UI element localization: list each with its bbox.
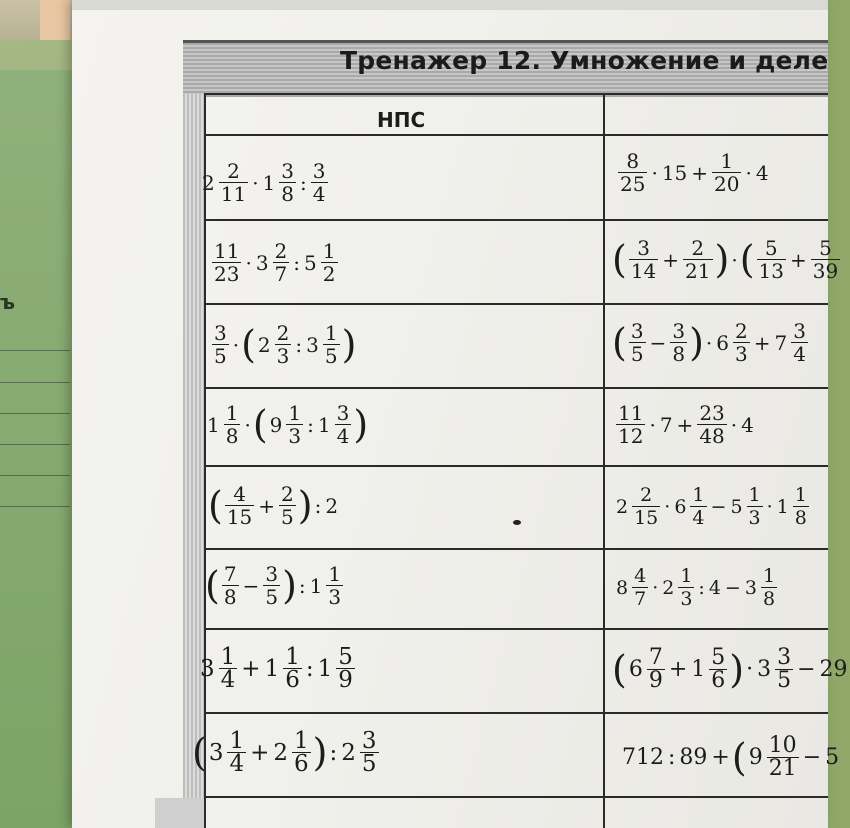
- right-row-7: (6 $\frac{7}{9}$ + 1 $\frac{5}{6}$ )· 3 $\frac{3}{5}$ − 29: [612, 645, 848, 693]
- paper-edge: [72, 0, 828, 10]
- left-row-7: 3 $\frac{1}{4}$ + 1 $\frac{1}{6}$ : 1 $\frac{5}{9}$: [200, 644, 353, 693]
- left-row-6: ( $\frac{7}{8}$ − $\frac{3}{5}$ ) : 1 $\frac{1}{3}$: [205, 562, 342, 609]
- table-corner: [155, 798, 205, 828]
- right-row-1: $\frac{8}{25}$ · 15 + $\frac{1}{20}$ · 4: [620, 149, 769, 196]
- notebook-letter: ъ: [0, 290, 16, 314]
- right-row-4: $\frac{11}{12}$ · 7 + $\frac{23}{48}$ · 4: [618, 401, 754, 448]
- right-row-6: 8 $\frac{4}{7}$ · 2 $\frac{1}{3}$ : 4 − 3 $\frac{1}{8}$: [616, 565, 776, 610]
- left-row-5: ( $\frac{4}{15}$ + $\frac{2}{5}$ ) : 2: [208, 482, 339, 529]
- table-line: [205, 465, 828, 467]
- right-row-5: 2 $\frac{2}{15}$ · 6 $\frac{1}{4}$ − 5 $\frac{1}{3}$ · 1 $\frac{1}{8}$: [616, 484, 807, 529]
- table-line: [205, 303, 828, 305]
- column-header-nps: НПС: [377, 108, 426, 132]
- table-line: [205, 796, 828, 798]
- right-row-2: ( $\frac{3}{14}$ + $\frac{2}{21}$ ) ·( $\frac{5}{13}$ + $\frac{5}{39}$: [612, 236, 839, 283]
- pen-mark: [513, 520, 521, 525]
- left-row-4: 1 $\frac{1}{8}$ ·( 9 $\frac{1}{3}$ : 1 $\frac{3}{4}$ ): [207, 401, 369, 448]
- desk-object-accent: [40, 0, 70, 40]
- table-line: [205, 548, 828, 550]
- table-line: [205, 134, 828, 136]
- left-row-8: (3 $\frac{1}{4}$ + 2 $\frac{1}{6}$ ): 2 $\frac{3}{5}$: [192, 728, 377, 777]
- table-line: [205, 628, 828, 630]
- table-border-top: [205, 93, 828, 95]
- right-row-3: ( $\frac{3}{5}$ − $\frac{3}{8}$ ) · 6 $\frac{2}{3}$ + 7 $\frac{3}{4}$: [612, 319, 806, 366]
- table-line: [205, 219, 828, 221]
- table-line: [205, 712, 828, 714]
- right-row-8: 712 : 89 +(9 $\frac{10}{21}$ − 5: [622, 733, 840, 781]
- left-row-2: $\frac{11}{23}$ · 3 $\frac{2}{7}$ : 5 $\frac{1}{2}$: [214, 239, 336, 286]
- table-divider: [603, 93, 605, 828]
- table-line: [205, 387, 828, 389]
- worksheet-title: Тренажер 12. Умножение и деле: [340, 46, 829, 75]
- left-row-1: 2 $\frac{2}{11}$ · 1 $\frac{3}{8}$ : $\frac{3}{4}$: [202, 159, 326, 206]
- left-row-3: $\frac{3}{5}$ ·( 2 $\frac{2}{3}$ : 3 $\frac{1}{5}$ ): [214, 321, 357, 368]
